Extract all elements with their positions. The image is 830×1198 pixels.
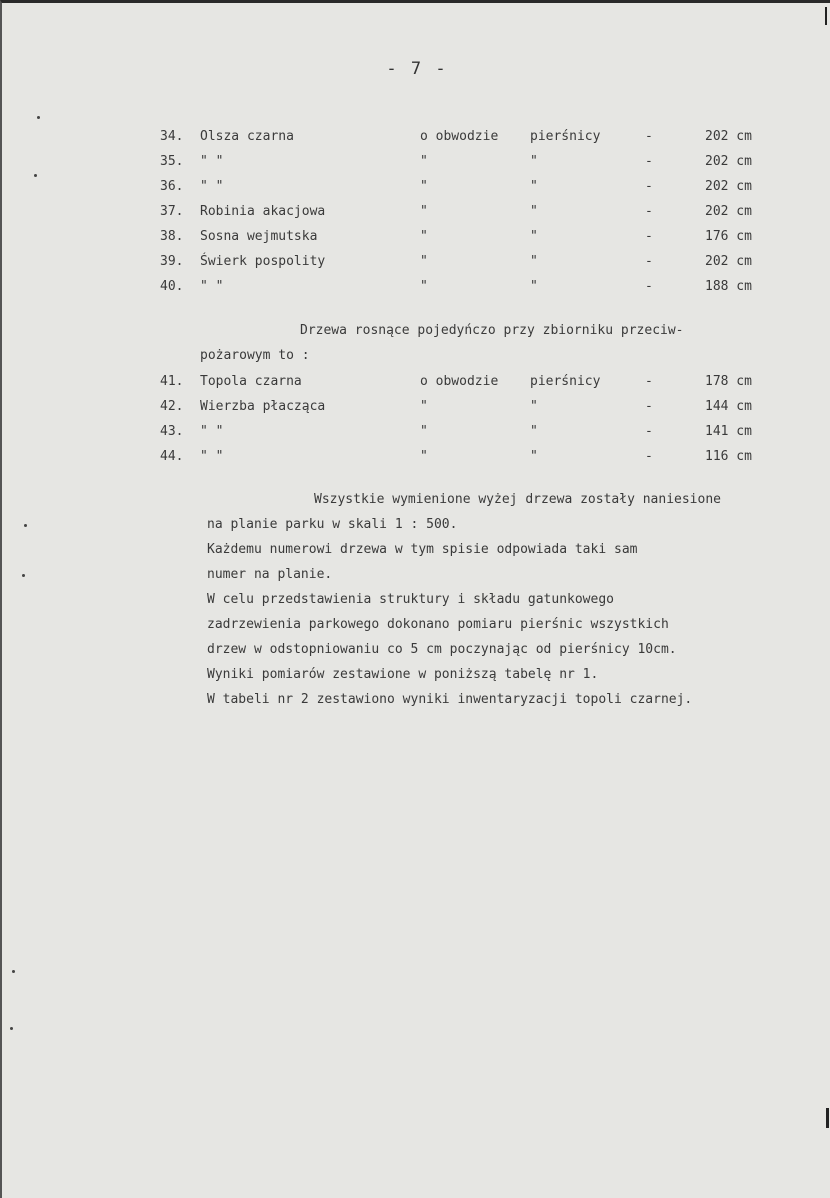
item-number: 37. [160, 204, 184, 219]
item-desc-1: " [420, 154, 428, 169]
item-dash: - [645, 179, 653, 194]
list-item [160, 177, 800, 202]
item-dash: - [645, 399, 653, 414]
intro-line-1: Drzewa rosnące pojedyńczo przy zbiorniku przeciw- [300, 323, 684, 338]
item-desc-2: pierśnicy [530, 374, 601, 389]
item-species: Świerk pospolity [200, 254, 326, 269]
item-value: 178 cm [705, 374, 752, 389]
list-item [160, 202, 800, 227]
item-desc-1: o obwodzie [420, 374, 499, 389]
paragraph-line: zadrzewienia parkowego dokonano pomiaru pierśnic wszystkich [207, 617, 669, 632]
item-desc-2: " [530, 204, 538, 219]
item-species: " " [200, 154, 224, 169]
item-dash: - [645, 374, 653, 389]
item-number: 38. [160, 229, 184, 244]
item-number: 34. [160, 129, 184, 144]
paragraph-line: W tabeli nr 2 zestawiono wyniki inwentaryzacji topoli czarnej. [207, 692, 693, 707]
item-desc-2: " [530, 254, 538, 269]
item-desc-2: " [530, 424, 538, 439]
list-item [160, 152, 800, 177]
item-species: " " [200, 449, 224, 464]
edge-mark [825, 7, 827, 25]
item-species: Olsza czarna [200, 129, 294, 144]
item-desc-1: " [420, 399, 428, 414]
item-dash: - [645, 229, 653, 244]
item-desc-2: " [530, 154, 538, 169]
margin-dot [12, 970, 15, 973]
item-desc-1: " [420, 229, 428, 244]
item-value: 202 cm [705, 179, 752, 194]
item-value: 176 cm [705, 229, 752, 244]
item-value: 202 cm [705, 254, 752, 269]
item-value: 202 cm [705, 204, 752, 219]
item-dash: - [645, 279, 653, 294]
item-dash: - [645, 254, 653, 269]
item-dash: - [645, 129, 653, 144]
item-number: 41. [160, 374, 184, 389]
item-desc-2: " [530, 179, 538, 194]
item-desc-2: " [530, 279, 538, 294]
item-desc-1: " [420, 179, 428, 194]
edge-mark [826, 1108, 829, 1128]
margin-dot [22, 574, 25, 577]
item-value: 202 cm [705, 154, 752, 169]
item-value: 141 cm [705, 424, 752, 439]
paragraph-line: numer na planie. [207, 567, 333, 582]
item-species: Robinia akacjowa [200, 204, 326, 219]
paragraph-line: Każdemu numerowi drzewa w tym spisie odpowiada taki sam [207, 542, 638, 557]
margin-dot [37, 116, 40, 119]
item-species: Sosna wejmutska [200, 229, 318, 244]
item-dash: - [645, 204, 653, 219]
item-value: 144 cm [705, 399, 752, 414]
margin-dot [24, 524, 27, 527]
item-desc-1: " [420, 204, 428, 219]
margin-dot [34, 174, 37, 177]
list-item [160, 447, 800, 472]
item-number: 35. [160, 154, 184, 169]
list-item [160, 252, 800, 277]
item-number: 39. [160, 254, 184, 269]
list-item [160, 397, 800, 422]
intro-line-2: pożarowym to : [200, 348, 310, 363]
paragraph-line: Wszystkie wymienione wyżej drzewa zostały naniesione [314, 492, 721, 507]
paragraph-line: drzew w odstopniowaniu co 5 cm poczynając od pierśnicy 10cm. [207, 642, 677, 657]
list-item [160, 127, 800, 152]
item-number: 40. [160, 279, 184, 294]
tree-list-b [160, 372, 800, 472]
margin-dot [10, 1027, 13, 1030]
item-desc-2: " [530, 449, 538, 464]
item-number: 36. [160, 179, 184, 194]
page-number: - 7 - [386, 59, 448, 79]
item-desc-2: pierśnicy [530, 129, 601, 144]
item-number: 44. [160, 449, 184, 464]
item-dash: - [645, 424, 653, 439]
item-desc-1: o obwodzie [420, 129, 499, 144]
item-desc-2: " [530, 229, 538, 244]
item-species: " " [200, 424, 224, 439]
list-item [160, 277, 800, 302]
item-desc-1: " [420, 254, 428, 269]
paragraph-line: W celu przedstawienia struktury i składu gatunkowego [207, 592, 614, 607]
item-number: 42. [160, 399, 184, 414]
item-species: Wierzba płacząca [200, 399, 326, 414]
paragraph-line: Wyniki pomiarów zestawione w poniższą tabelę nr 1. [207, 667, 599, 682]
item-desc-1: " [420, 279, 428, 294]
item-dash: - [645, 154, 653, 169]
item-value: 188 cm [705, 279, 752, 294]
item-species: " " [200, 179, 224, 194]
item-value: 202 cm [705, 129, 752, 144]
item-number: 43. [160, 424, 184, 439]
item-species: Topola czarna [200, 374, 302, 389]
item-species: " " [200, 279, 224, 294]
tree-list-a [160, 127, 800, 302]
list-item [160, 422, 800, 447]
item-desc-1: " [420, 449, 428, 464]
item-value: 116 cm [705, 449, 752, 464]
list-item [160, 227, 800, 252]
item-desc-1: " [420, 424, 428, 439]
paragraph-line: na planie parku w skali 1 : 500. [207, 517, 458, 532]
item-desc-2: " [530, 399, 538, 414]
item-dash: - [645, 449, 653, 464]
list-item [160, 372, 800, 397]
